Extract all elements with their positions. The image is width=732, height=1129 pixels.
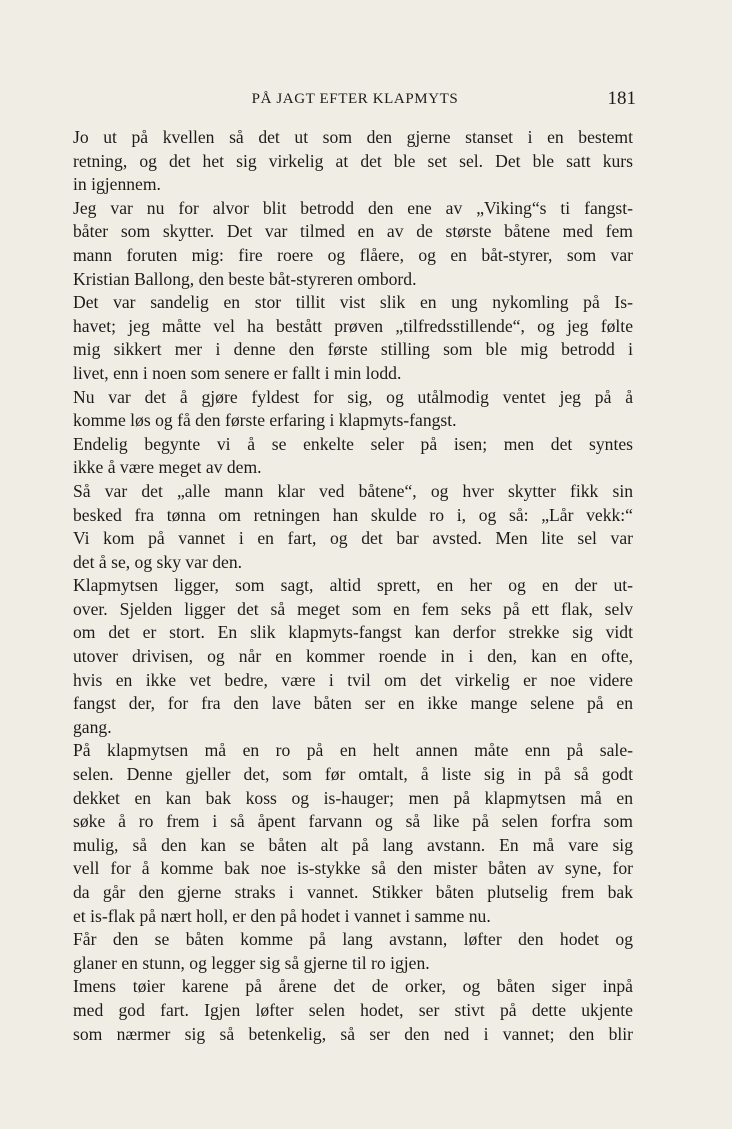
text-line: båter som skytter. Det var tilmed en av de største båtene med fem (73, 221, 633, 242)
text-line: havet; jeg måtte vel ha bestått prøven „tilfredsstillende“, og jeg følte (73, 315, 633, 336)
text-line: selen. Denne gjeller det, som før omtalt, å liste sig in på så godt (73, 764, 633, 785)
text-line: ikke å være meget av dem. (73, 457, 262, 478)
text-line: utover drivisen, og når en kommer roende in i den, kan en ofte, (73, 646, 633, 667)
text-line: livet, enn i noen som senere er fallt i min lodd. (73, 362, 402, 383)
text-line: mann foruten mig: fire roere og flåere, og en båt-styrer, som var (73, 244, 633, 265)
text-line: Jo ut på kvellen så det ut som den gjerne stanset i en bestemt (73, 127, 633, 147)
text-line: som nærmer sig så betenkelig, så ser den ned i vannet; den blir (73, 1023, 633, 1044)
text-line: Kristian Ballong, den beste båt-styreren ombord. (73, 268, 417, 289)
text-line: besked fra tønna om retningen han skulde ro i, og så: „Lår vekk:“ (73, 504, 633, 525)
text-line: da går den gjerne straks i vannet. Stikker båten plutselig frem bak (73, 882, 633, 902)
text-line: Får den se båten komme på lang avstann, løfter den hodet og (73, 929, 633, 950)
text-line: Imens tøier karene på årene det de orker, og båten siger inpå (73, 976, 633, 997)
running-head (72, 88, 638, 112)
text-line: søke å ro frem i så åpent farvann og så like på selen forfra som (73, 811, 633, 832)
text-line: et is-flak på nært holl, er den på hodet i vannet i samme nu. (73, 905, 491, 926)
chapter-title: PÅ JAGT EFTER KLAPMYTS (251, 91, 459, 107)
text-line: mig sikkert mer i denne den første stilling som ble mig betrodd i (73, 339, 633, 360)
text-line: dekket en kan bak koss og is-hauger; men på klapmytsen må en (73, 787, 633, 808)
text-line: retning, og det het sig virkelig at det ble set sel. Det ble satt kurs (73, 150, 633, 171)
text-line: glaner en stunn, og legger sig så gjerne til ro igjen. (73, 952, 430, 973)
text-line: Nu var det å gjøre fyldest for sig, og utålmodig ventet jeg på å (73, 386, 633, 407)
text-line: mulig, så den kan se båten alt på lang avstann. En må vare sig (73, 834, 633, 855)
text-line: Så var det „alle mann klar ved båtene“, og hver skytter fikk sin (73, 480, 633, 501)
text-line: komme løs og få den første erfaring i klapmyts-fangst. (73, 410, 457, 431)
text-line: in igjennem. (73, 174, 161, 195)
text-line: Det var sandelig en stor tillit vist slik en ung nykomling på Is- (73, 292, 633, 313)
text-line: gang. (73, 716, 112, 737)
text-line: Endelig begynte vi å se enkelte seler på isen; men det syntes (73, 433, 633, 454)
text-line: vell for å komme bak noe is-stykke så den mister båten av syne, for (73, 858, 633, 879)
text-line: På klapmytsen må en ro på en helt annen måte enn på sale- (73, 740, 633, 761)
text-line: med god fart. Igjen løfter selen hodet, ser stivt på dette ukjente (73, 999, 633, 1020)
page-number: 181 (607, 88, 636, 109)
text-line: hvis en ikke vet bedre, være i tvil om det virkelig er noe videre (73, 669, 633, 690)
text-line: om det er stort. En slik klapmyts-fangst kan derfor strekke sig vidt (73, 622, 633, 643)
text-line: Jeg var nu for alvor blit betrodd den ene av „Viking“s ti fangst- (73, 197, 633, 218)
body-text (73, 126, 633, 1046)
text-line: over. Sjelden ligger det så meget som en fem seks på ett flak, selv (73, 598, 633, 619)
text-line: Klapmytsen ligger, som sagt, altid sprett, en her og en der ut- (73, 575, 633, 596)
text-line: fangst der, for fra den lave båten ser en ikke mange selene på en (73, 693, 633, 714)
text-line: det å se, og sky var den. (73, 551, 243, 572)
text-line: Vi kom på vannet i en fart, og det bar avsted. Men lite sel var (73, 528, 633, 549)
